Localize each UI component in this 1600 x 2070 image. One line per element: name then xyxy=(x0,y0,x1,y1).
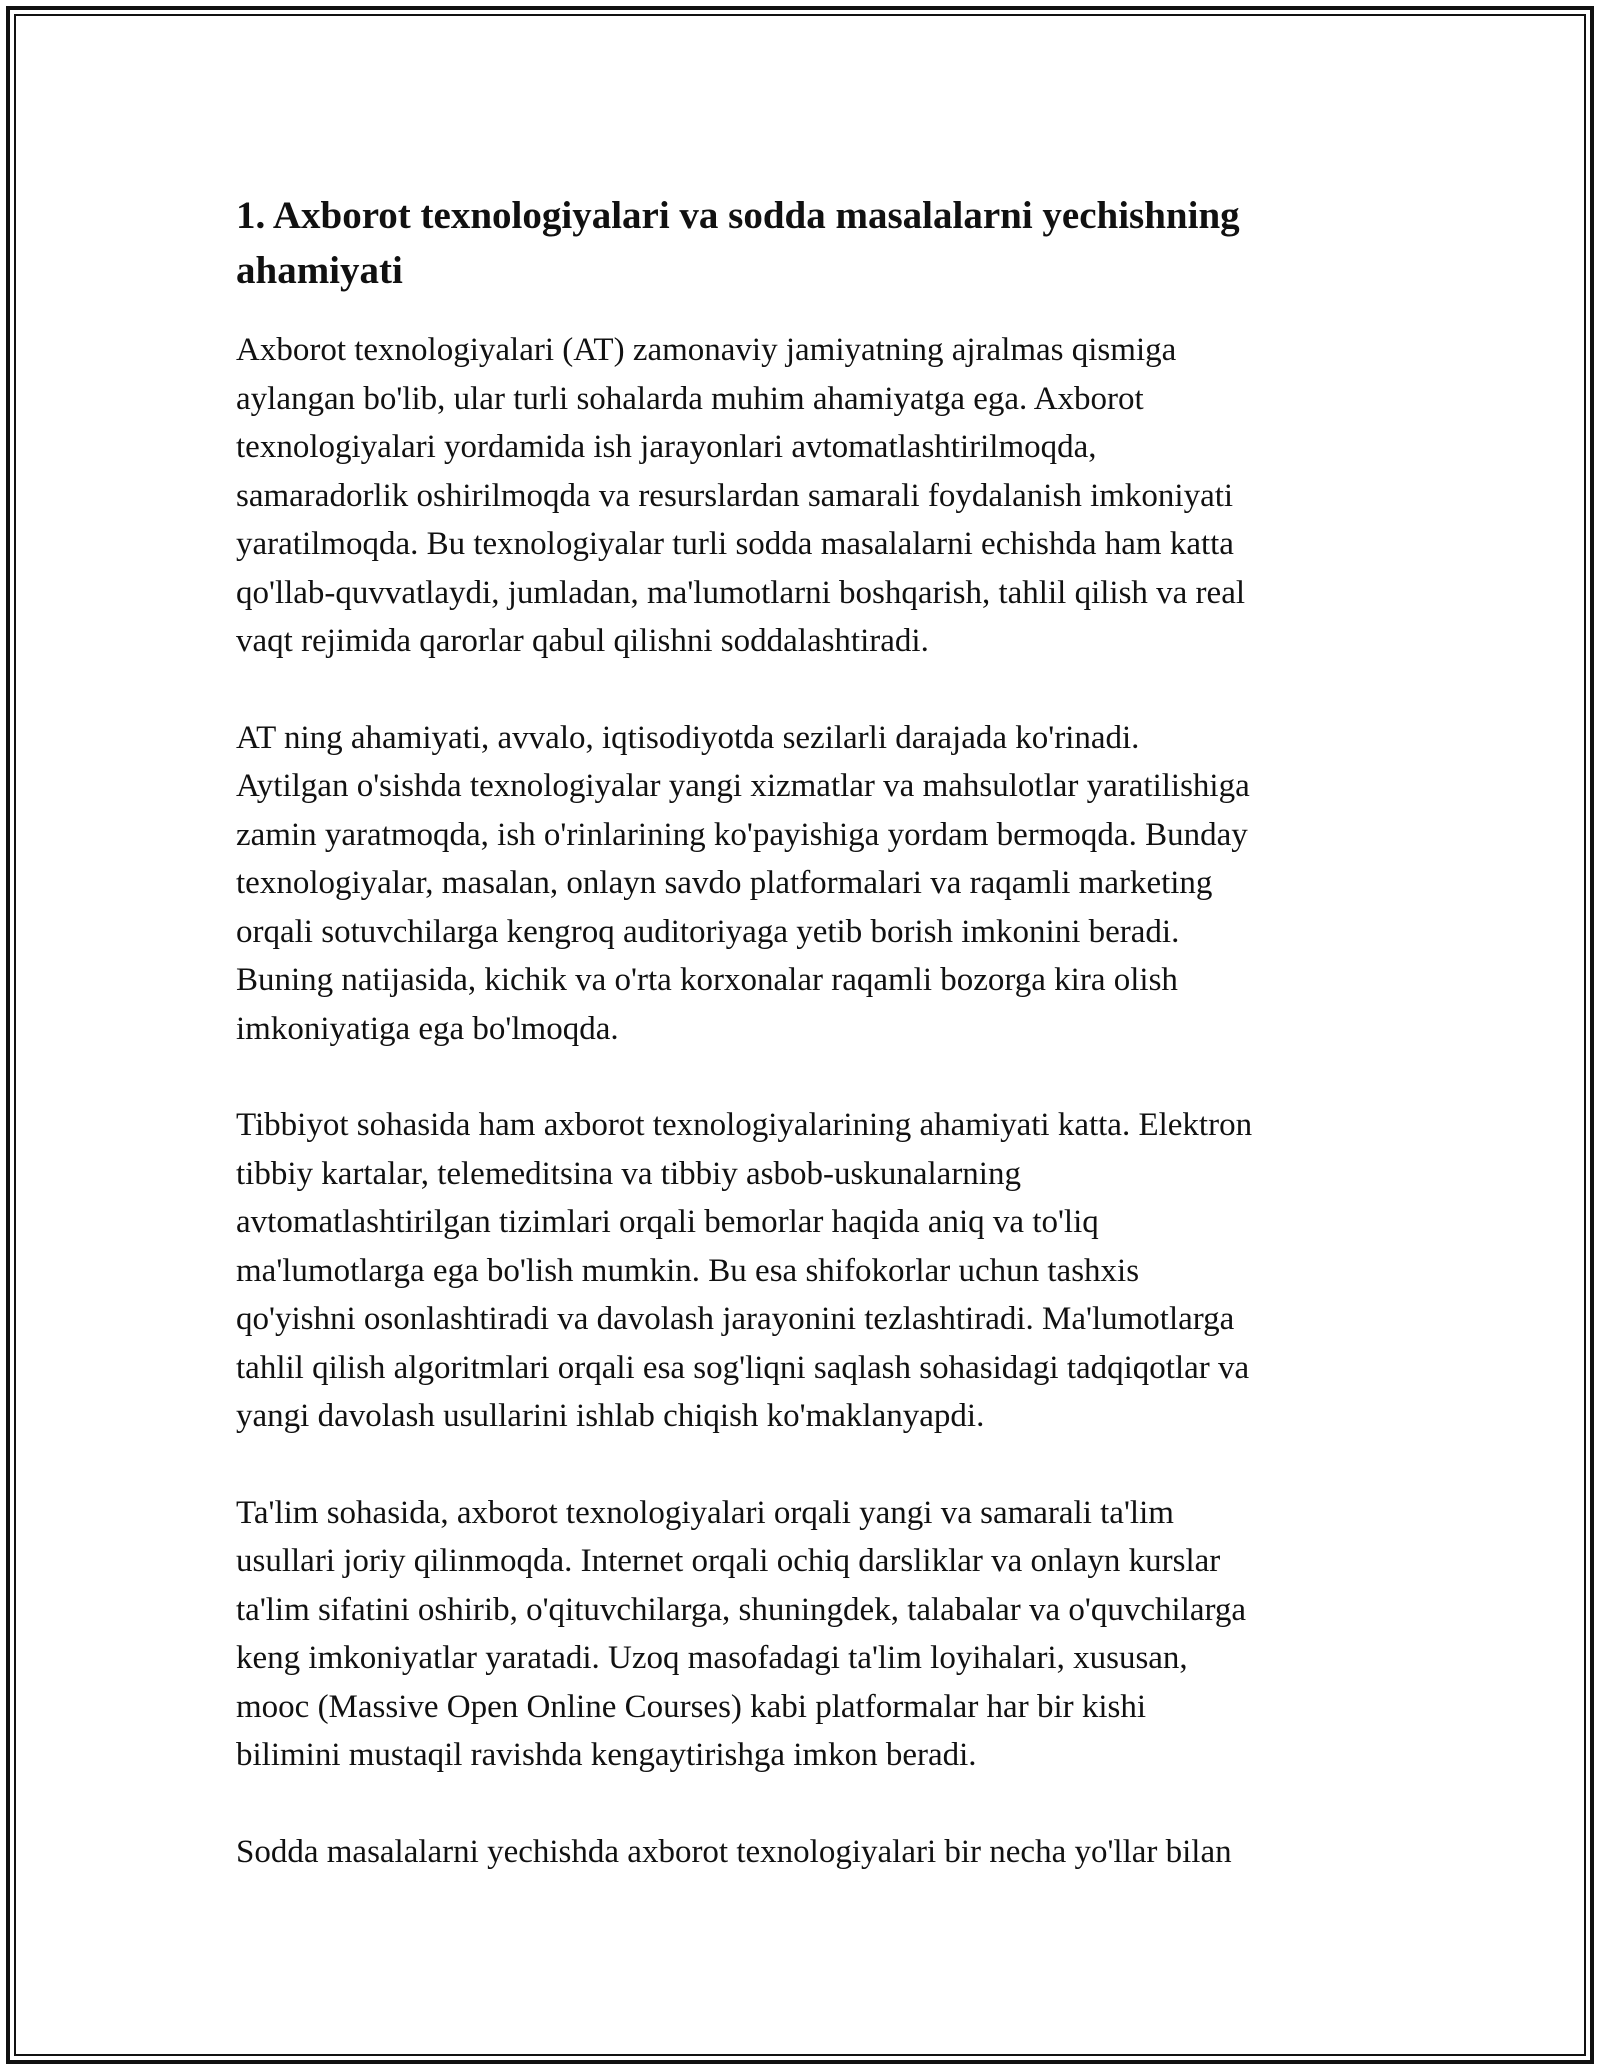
text-line: yaratilmoqda. Bu texnologiyalar turli sodda masalalarni echishda ham katta xyxy=(236,526,1234,562)
text-line: vaqt rejimida qarorlar qabul qilishni soddalashtiradi. xyxy=(236,623,929,659)
text-line: tibbiy kartalar, telemeditsina va tibbiy asbob-uskunalarning xyxy=(236,1155,1021,1192)
text-line: yangi davolash usullarini ishlab chiqish ko'maklanyapdi. xyxy=(236,1398,985,1434)
text-line: texnologiyalar, masalan, onlayn savdo platformalari va raqamli marketing xyxy=(236,865,1213,901)
text-line: orqali sotuvchilarga kengroq auditoriyaga yetib borish imkonini beradi. xyxy=(236,913,1180,950)
text-line: ta'lim sifatini oshirib, o'qituvchilarga, shuningdek, talabalar va o'quvchilarga xyxy=(236,1591,1247,1628)
text-line: Buning natijasida, kichik va o'rta korxonalar raqamli bozorga kira olish xyxy=(236,962,1178,998)
text-line: keng imkoniyatlar yaratadi. Uzoq masofadagi ta'lim loyihalari, xususan, xyxy=(236,1640,1188,1676)
text-line: texnologiyalari yordamida ish jarayonlari avtomatlashtirilmoqda, xyxy=(236,429,1097,465)
text-line: bilimini mustaqil ravishda kengaytirishga imkon beradi. xyxy=(236,1737,977,1773)
text-line: usullari joriy qilinmoqda. Internet orqali ochiq darsliklar va onlayn kurslar xyxy=(236,1543,1221,1579)
text-line: qo'yishni osonlashtiradi va davolash jarayonini tezlashtiradi. Ma'lumotlarga xyxy=(236,1301,1235,1337)
paragraph-economy xyxy=(236,714,1376,1054)
text-line: Sodda masalalarni yechishda axborot texnologiyalari bir necha yo'llar bilan xyxy=(236,1833,1232,1870)
text-line: imkoniyatiga ega bo'lmoqda. xyxy=(236,1010,619,1047)
section-heading xyxy=(236,188,1376,298)
text-line: aylangan bo'lib, ular turli sohalarda muhim ahamiyatga ega. Axborot xyxy=(236,380,1144,417)
heading-line: ahamiyati xyxy=(236,249,403,292)
text-line: qo'llab-quvvatlaydi, jumladan, ma'lumotlarni boshqarish, tahlil qilish va real xyxy=(236,574,1246,611)
text-line: mooc (Massive Open Online Courses) kabi platformalar har bir kishi xyxy=(236,1688,1147,1725)
text-line: avtomatlashtirilgan tizimlari orqali bemorlar haqida aniq va to'liq xyxy=(236,1204,1099,1240)
heading-line: 1. Axborot texnologiyalari va sodda masalalarni yechishning xyxy=(236,194,1240,237)
text-line: Axborot texnologiyalari (AT) zamonaviy jamiyatning ajralmas qismiga xyxy=(236,332,1177,368)
text-line: Aytilgan o'sishda texnologiyalar yangi xizmatlar va mahsulotlar yaratilishiga xyxy=(236,768,1250,804)
paragraph-simple-problems xyxy=(236,1828,1376,1877)
text-line: ma'lumotlarga ega bo'lish mumkin. Bu esa shifokorlar uchun tashxis xyxy=(236,1252,1140,1289)
paragraph-medicine xyxy=(236,1101,1376,1441)
paragraph-education xyxy=(236,1489,1376,1780)
text-line: Ta'lim sohasida, axborot texnologiyalari orqali yangi va samarali ta'lim xyxy=(236,1494,1174,1531)
text-line: AT ning ahamiyati, avvalo, iqtisodiyotda sezilarli darajada ko'rinadi. xyxy=(236,719,1140,756)
text-line: Tibbiyot sohasida ham axborot texnologiyalarining ahamiyati katta. Elektron xyxy=(236,1107,1253,1143)
paragraph-intro xyxy=(236,326,1376,666)
text-line: zamin yaratmoqda, ish o'rinlarining ko'payishiga yordam bermoqda. Bunday xyxy=(236,816,1248,853)
text-line: tahlil qilish algoritmlari orqali esa sog'liqni saqlash sohasidagi tadqiqotlar va xyxy=(236,1349,1250,1386)
text-line: samaradorlik oshirilmoqda va resurslardan samarali foydalanish imkoniyati xyxy=(236,477,1234,514)
document-body xyxy=(236,188,1376,1924)
